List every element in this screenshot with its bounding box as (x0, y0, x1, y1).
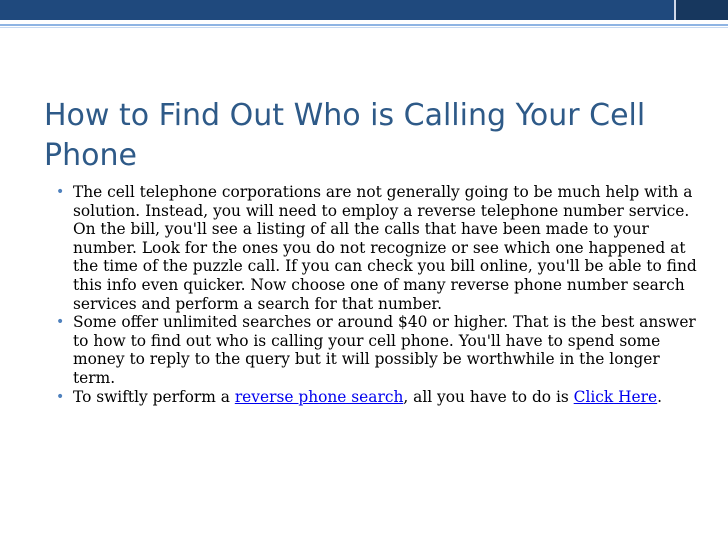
bullet-text-3-middle: , all you have to do is (403, 387, 574, 406)
bullet-icon: • (56, 388, 65, 405)
header-rule-light (0, 27, 728, 28)
slide-title: How to Find Out Who is Calling Your Cell Phone (44, 98, 646, 173)
header-rule (0, 24, 728, 26)
bullet-icon: • (56, 184, 65, 200)
bullet-text-2: Some offer unlimited searches or around $40 or higher. That is the best answer to how to find out who is calling your cell phone. You'll have to spend some money to reply to the query but it will possibly be worthwhile in the longer term. (73, 313, 696, 387)
bullet-text-1: The cell telephone corporations are not generally going to be much help with a solution. Instead, you will need to employ a reverse telephone number service. On the bill, you'll see a listing of all the calls that have been made to your number. Look for the ones you do not recognize or see which one happened at the time of the puzzle call. If you can check you bill online, you'll be able to find this info even quicker. Now choose one of many reverse phone number search services and perform a search for that number. (73, 183, 697, 313)
click-here-link[interactable]: Click Here (573, 387, 658, 406)
header-bar (0, 0, 728, 20)
bullet-list (52, 183, 702, 406)
bullet-item-2 (52, 313, 702, 387)
reverse-phone-search-link[interactable]: reverse phone search (234, 387, 404, 406)
bullet-item-1 (52, 183, 702, 313)
bullet-icon: • (56, 314, 65, 331)
bullet-text-3-before: To swiftly perform a (73, 387, 235, 406)
header-bar-accent (674, 0, 728, 20)
bullet-item-3 (52, 388, 702, 407)
bullet-text-3-after: . (657, 387, 663, 406)
